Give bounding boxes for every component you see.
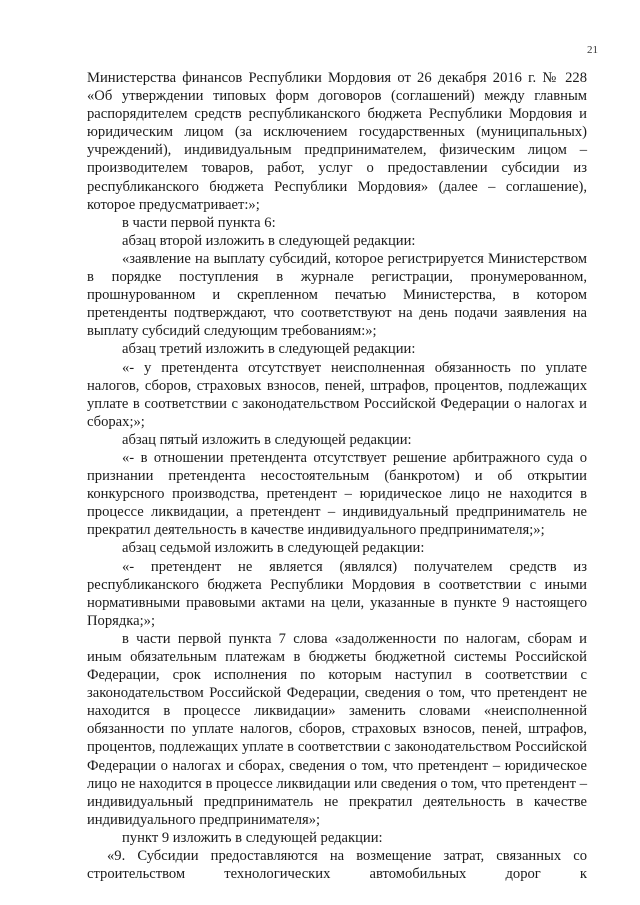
- page-number: 21: [587, 44, 598, 56]
- paragraph-item-9-text: «9. Субсидии предоставляются на возмещение затрат, связанных со строительством технологических автомобильных дорог к: [87, 848, 587, 883]
- document-body: [87, 69, 587, 883]
- paragraph-ministry-order: Министерства финансов Республики Мордовия от 26 декабря 2016 г. № 228 «Об утверждении типовых форм договоров (соглашений) между главным распорядителем средств республиканского бюджета Республики Мордовия и юридическим лицом (за исключением государственных (муниципальных) учреждений), индивидуальным предпринимателем, физическим лицом – производителем товаров, работ, услуг о предоставлении субсидии из республиканского бюджета Республики Мордовия» (далее – соглашение), которое предусматривает:»;: [87, 70, 587, 213]
- paragraph-tax-obligation-text: «- у претендента отсутствует неисполненная обязанность по уплате налогов, сборов, страховых взносов, пеней, штрафов, процентов, подлежащих уплате в соответствии с законодательством Российской Федерации о налогах и сборах;»;: [87, 359, 587, 430]
- paragraph-second-abzac-heading: абзац второй изложить в следующей редакции:: [122, 232, 416, 249]
- paragraph-fifth-abzac-heading: абзац пятый изложить в следующей редакции:: [122, 431, 412, 448]
- paragraph-item-7-replacement: в части первой пункта 7 слова «задолженности по налогам, сборам и иным обязательным платежам в бюджеты бюджетной системы Российской Федерации, срок исполнения по которым наступил в соответствии с законодательством Российской Федерации, сведения о том, что претендент не находится в процессе ликвидации» заменить словами «неисполненной обязанности по уплате налогов, сборов, страховых взносов, пеней, штрафов, процентов, подлежащих уплате в соответствии с законодательством Российской Федерации о налогах и сборах, сведения о том, что претендент – юридическое лицо не находится в процессе ликвидации или сведения о том, что претендент – индивидуальный предприниматель не прекратил деятельность в качестве индивидуального предпринимателя»;: [87, 630, 587, 828]
- paragraph-part-one-item-6: в части первой пункта 6:: [122, 214, 276, 231]
- paragraph-seventh-abzac-heading: абзац седьмой изложить в следующей редакции:: [122, 540, 425, 557]
- paragraph-recipient-text: «- претендент не является (являлся) получателем средств из республиканского бюджета Республики Мордовия в соответствии с иными нормативными правовыми актами на цели, указанные в пункте 9 настоящего Порядка;»;: [87, 558, 587, 629]
- paragraph-bankruptcy-text: «- в отношении претендента отсутствует решение арбитражного суда о признании претендента несостоятельным (банкротом) и об открытии конкурсного производства, претендент – юридическое лицо не находится в процессе ликвидации, а претендент – индивидуальный предприниматель не прекратил деятельность в качестве индивидуального предпринимателя;»;: [87, 449, 587, 539]
- paragraph-third-abzac-heading: абзац третий изложить в следующей редакции:: [122, 341, 416, 358]
- paragraph-application-text: «заявление на выплату субсидий, которое регистрируется Министерством в порядке поступления в журнале регистрации, пронумерованном, прошнурованном и скрепленном печатью Министерства, в котором претенденты подтверждают, что соответствуют на день подачи заявления на выплату субсидий следующим требованиям:»;: [87, 250, 587, 340]
- paragraph-item-9-heading: пункт 9 изложить в следующей редакции:: [122, 829, 383, 846]
